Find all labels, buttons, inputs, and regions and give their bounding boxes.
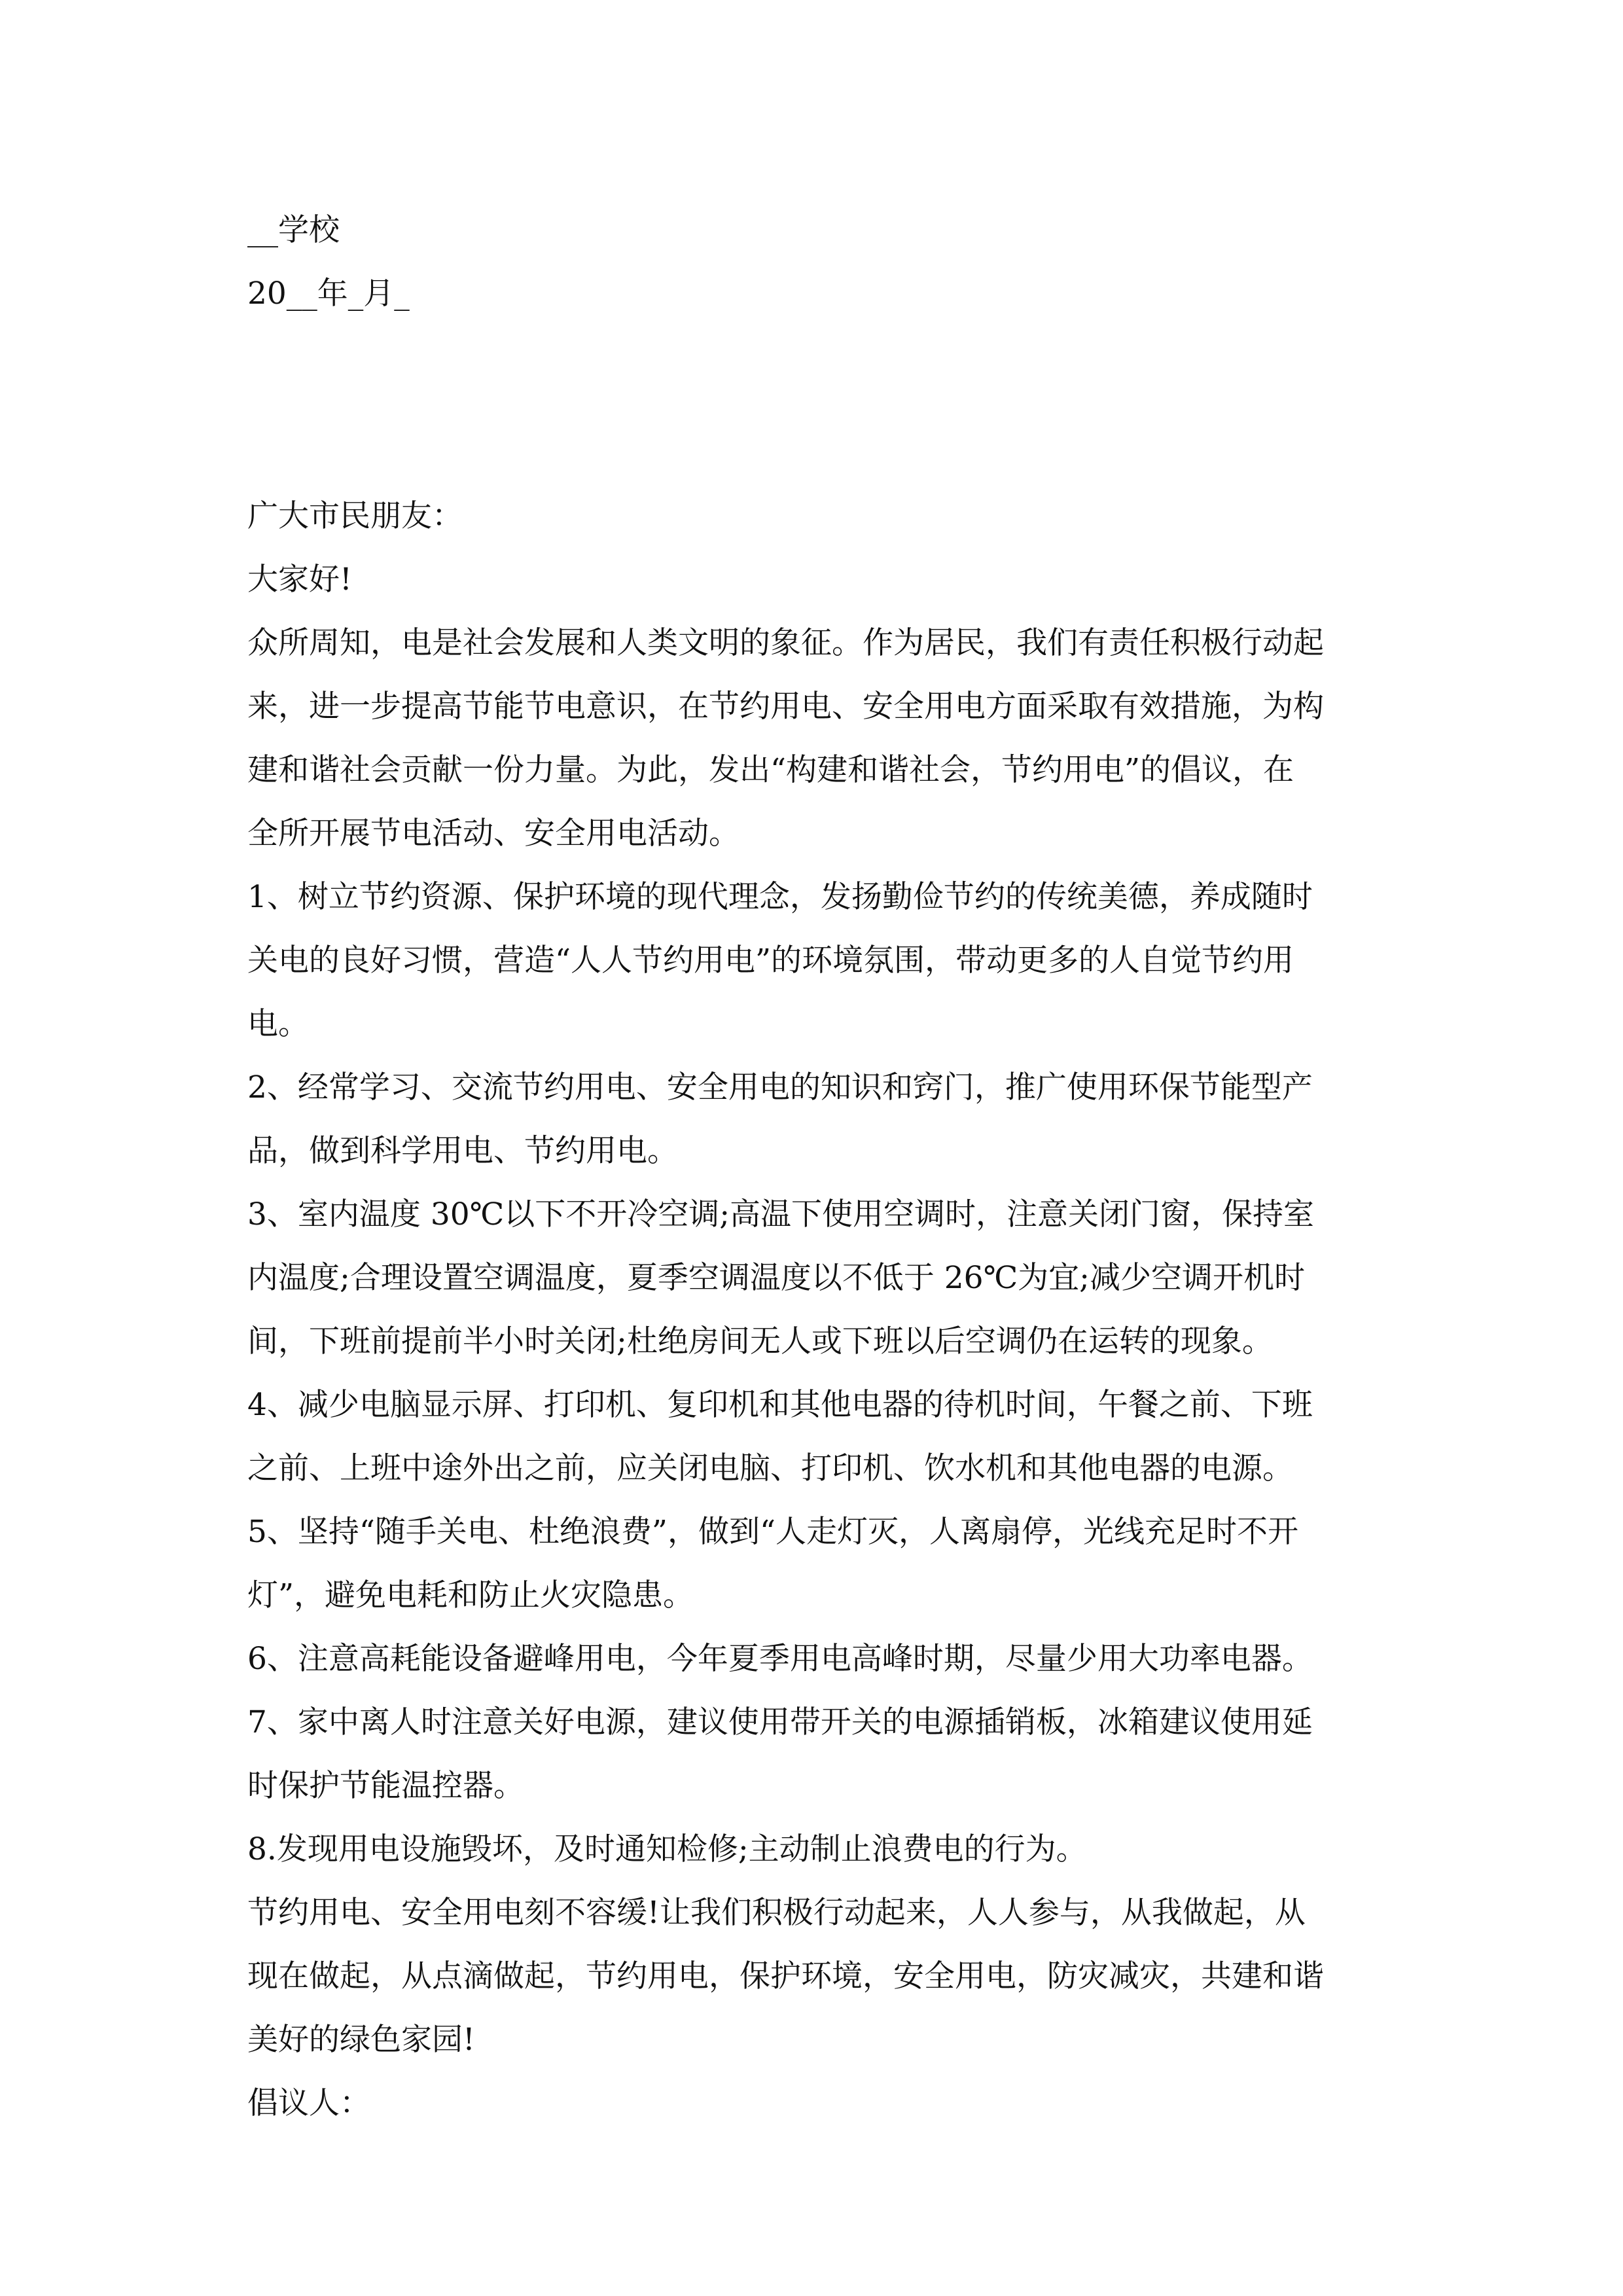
item-line: 灯”，避免电耗和防止火灾隐患。: [247, 1577, 694, 1613]
salutation: 广大市民朋友：: [247, 498, 463, 534]
item-line: 之前、上班中途外出之前，应关闭电脑、打印机、饮水机和其他电器的电源。: [247, 1450, 1293, 1486]
closing-line: 美好的绿色家园!: [247, 2022, 475, 2058]
item-line: 7、家中离人时注意关好电源，建议使用带开关的电源插销板，冰箱建议使用延: [247, 1704, 1313, 1740]
item-line: 时保护节能温控器。: [247, 1768, 524, 1804]
school-name: __学校: [247, 212, 340, 248]
item-line: 关电的良好习惯，营造“人人节约用电”的环境氛围，带动更多的人自觉节约用: [247, 942, 1294, 978]
item-4: [247, 1373, 1376, 1500]
item-line: 电。: [247, 1006, 309, 1042]
item-8: [247, 1818, 1376, 1881]
greeting: 大家好!: [247, 562, 352, 598]
letter-body: [247, 484, 1376, 2135]
item-line: 3、室内温度 30℃以下不开冷空调;高温下使用空调时，注意关闭门窗，保持室: [247, 1196, 1315, 1232]
item-line: 5、坚持“随手关电、杜绝浪费”，做到“人走灯灭，人离扇停，光线充足时不开: [247, 1514, 1298, 1550]
item-7: [247, 1691, 1376, 1818]
item-line: 间，下班前提前半小时关闭;杜绝房间无人或下班以后空调仍在运转的现象。: [247, 1323, 1273, 1359]
closing-line: 现在做起，从点滴做起，节约用电，保护环境，安全用电，防灾减灾，共建和谐: [247, 1958, 1324, 1994]
intro-line: 众所周知，电是社会发展和人类文明的象征。作为居民，我们有责任积极行动起: [247, 625, 1324, 661]
signature-label: 倡议人：: [247, 2085, 370, 2121]
item-line: 内温度;合理设置空调温度，夏季空调温度以不低于 26℃为宜;减少空调开机时: [247, 1260, 1305, 1296]
closing-line: 节约用电、安全用电刻不容缓!让我们积极行动起来，人人参与，从我做起，从: [247, 1895, 1306, 1931]
item-line: 8.发现用电设施毁坏，及时通知检修;主动制止浪费电的行为。: [247, 1831, 1087, 1867]
item-line: 1、树立节约资源、保护环境的现代理念，发扬勤俭节约的传统美德，养成随时: [247, 879, 1313, 915]
intro-line: 建和谐社会贡献一份力量。为此，发出“构建和谐社会，节约用电”的倡议，在: [247, 752, 1294, 788]
item-5: [247, 1500, 1376, 1627]
intro-line: 全所开展节电活动、安全用电活动。: [247, 816, 740, 852]
intro-paragraph: [247, 611, 1376, 865]
item-1: [247, 865, 1376, 1056]
item-3: [247, 1183, 1376, 1373]
intro-line: 来，进一步提高节能节电意识，在节约用电、安全用电方面采取有效措施，为构: [247, 689, 1324, 725]
item-line: 6、注意高耗能设备避峰用电，今年夏季用电高峰时期，尽量少用大功率电器。: [247, 1641, 1313, 1677]
item-6: [247, 1627, 1376, 1691]
document-date: 20__年_月_: [247, 276, 410, 312]
closing-paragraph: [247, 1881, 1376, 2072]
document-header: [247, 198, 1376, 325]
item-line: 2、经常学习、交流节约用电、安全用电的知识和窍门，推广使用环保节能型产: [247, 1069, 1313, 1105]
item-line: 品，做到科学用电、节约用电。: [247, 1133, 678, 1169]
item-line: 4、减少电脑显示屏、打印机、复印机和其他电器的待机时间，午餐之前、下班: [247, 1387, 1313, 1423]
item-2: [247, 1056, 1376, 1183]
